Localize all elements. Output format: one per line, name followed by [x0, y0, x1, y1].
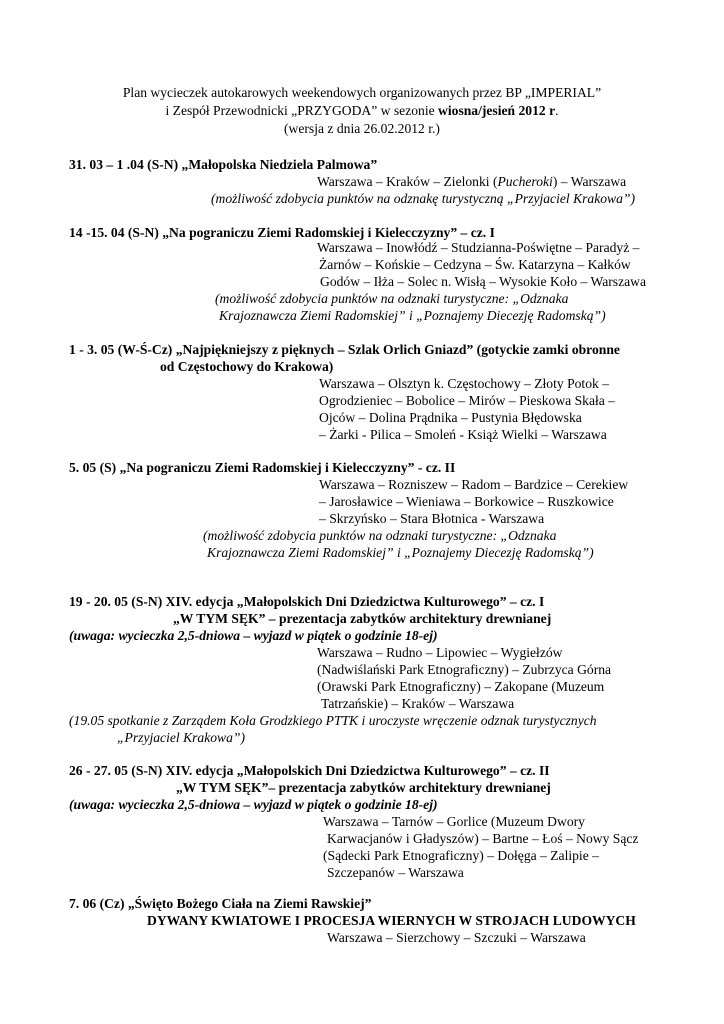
season-label: wiosna/jesień 2012 r [438, 103, 556, 118]
trip-subtitle: DYWANY KWIATOWE I PROCESJA WIERNYCH W STROJACH LUDOWYCH [147, 913, 636, 928]
trip-route: Ogrodzieniec – Bobolice – Mirów – Pieskowa Skała – [319, 393, 615, 408]
trip-route: Ojców – Dolina Prądnika – Pustynia Błędowska [319, 410, 582, 425]
trip-warning: (uwaga: wycieczka 2,5-dniowa – wyjazd w piątek o godzinie 18-ej) [69, 628, 438, 643]
trip-title: 5. 05 (S) „Na pograniczu Ziemi Radomskiej i Kielecczyzny” - cz. II [69, 460, 456, 475]
trip-route: – Skrzyńsko – Stara Błotnica - Warszawa [319, 511, 545, 526]
trip-title: „W TYM SĘK”– prezentacja zabytków architektury drewnianej [176, 780, 551, 795]
trip-route: – Żarki - Pilica – Smoleń - Książ Wielki – Warszawa [319, 427, 607, 442]
trip-title: 7. 06 (Cz) „Święto Bożego Ciała na Ziemi Rawskiej” [69, 896, 372, 911]
trip-route-text: Warszawa – Kraków – Zielonki ( [317, 174, 498, 189]
trip-title: „W TYM SĘK” – prezentacja zabytków architektury drewnianej [173, 611, 552, 626]
trip-title: 26 - 27. 05 (S-N) XIV. edycja „Małopolskich Dni Dziedzictwa Kulturowego” – cz. II [69, 763, 550, 778]
trip-route: Karwacjanów i Gładyszów) – Bartne – Łoś – Nowy Sącz [327, 831, 639, 846]
trip-route: (Sądecki Park Etnograficzny) – Dołęga – Zalipie – [323, 848, 599, 863]
trip-note: (możliwość zdobycia punktów na odznaki turystyczne: „Odznaka [203, 528, 557, 543]
trip-note: „Przyjaciel Krakowa”) [117, 730, 246, 745]
trip-title: 31. 03 – 1 .04 (S-N) „Małopolska Niedziela Palmowa” [69, 157, 378, 172]
trip-route: Warszawa – Rozniszew – Radom – Bardzice – Cerekiew [319, 477, 629, 492]
trip-route: Godów – Iłża – Solec n. Wisłą – Wysokie Koło – Warszawa [320, 274, 646, 289]
trip-title: od Częstochowy do Krakowa) [160, 359, 334, 374]
trip-title: 14 -15. 04 (S-N) „Na pograniczu Ziemi Radomskiej i Kielecczyzny” – cz. I [69, 225, 495, 240]
trip-route: Tatrzańskie) – Kraków – Warszawa [321, 696, 515, 711]
trip-route: Warszawa – Rudno – Lipowiec – Wygiełzów [317, 645, 563, 660]
trip-route: Warszawa – Inowłódź – Studzianna-Poświętne – Paradyż – [317, 240, 640, 255]
header-line-2 [0, 102, 724, 119]
header-line-2-end: . [555, 103, 559, 118]
trip-title: 1 - 3. 05 (W-Ś-Cz) „Najpiękniejszy z pięknych – Szlak Orlich Gniazd” (gotyckie zamki obronne [69, 342, 620, 357]
trip-route-italic: Pucheroki [497, 174, 553, 189]
trip-route: Żarnów – Końskie – Cedzyna – Św. Katarzyna – Kałków [319, 257, 631, 272]
trip-title: 19 - 20. 05 (S-N) XIV. edycja „Małopolskich Dni Dziedzictwa Kulturowego” – cz. I [69, 594, 545, 609]
trip-note: Krajoznawcza Ziemi Radomskiej” i „Poznajemy Diecezję Radomską”) [219, 308, 606, 323]
trip-route: Szczepanów – Warszawa [327, 865, 464, 880]
trip-note: (możliwość zdobycia punktów na odznaki turystyczne: „Odznaka [215, 291, 569, 306]
trip-route [317, 173, 626, 190]
trip-route: (Nadwiślański Park Etnograficzny) – Zubrzyca Górna [317, 662, 612, 677]
trip-route: – Jarosławice – Wieniawa – Borkowice – Ruszkowice [319, 494, 614, 509]
trip-route: (Orawski Park Etnograficzny) – Zakopane (Muzeum [317, 679, 605, 694]
trip-note: (19.05 spotkanie z Zarządem Koła Grodzkiego PTTK i uroczyste wręczenie odznak turystycznych [69, 713, 597, 728]
header-line-1: Plan wycieczek autokarowych weekendowych organizowanych przez BP „IMPERIAL” [122, 85, 602, 100]
version-date: (wersja z dnia 26.02.2012 r.) [284, 121, 440, 136]
trip-route: Warszawa – Tarnów – Gorlice (Muzeum Dwory [323, 814, 585, 829]
trip-warning: (uwaga: wycieczka 2,5-dniowa – wyjazd w piątek o godzinie 18-ej) [69, 797, 438, 812]
trip-note: (możliwość zdobycia punktów na odznakę turystyczną „Przyjaciel Krakowa”) [211, 191, 636, 206]
trip-route-end: ) – Warszawa [552, 174, 627, 189]
header-line-2-text: i Zespół Przewodnicki „PRZYGODA” w sezonie [165, 103, 439, 118]
trip-note: Krajoznawcza Ziemi Radomskiej” i „Poznajemy Diecezję Radomską”) [207, 545, 594, 560]
trip-route: Warszawa – Sierzchowy – Szczuki – Warszawa [327, 930, 586, 945]
trip-route: Warszawa – Olsztyn k. Częstochowy – Złoty Potok – [319, 376, 609, 391]
